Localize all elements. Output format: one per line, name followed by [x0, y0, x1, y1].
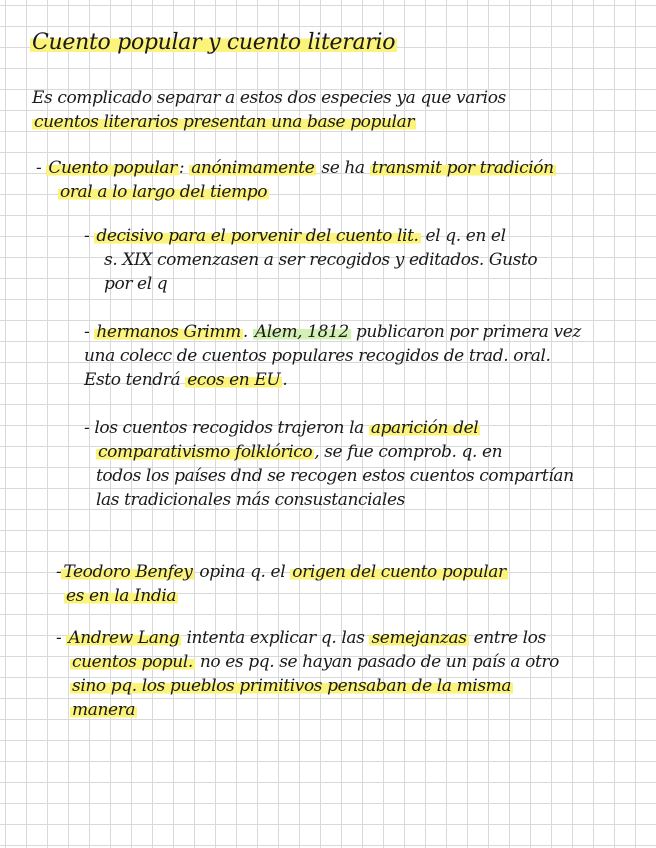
bullet3-line-4: manera — [72, 700, 136, 720]
sub-bullet-grimm — [84, 320, 581, 392]
bullet3-line-2: cuentos popul. no es pq. se hayan pasado de un país a otro — [72, 652, 559, 672]
title-text: Cuento popular y cuento literario — [32, 30, 396, 55]
bullet3-line-3: sino pq. los pueblos primitivos pensaban de la misma — [72, 676, 512, 696]
sub3-line-1: - los cuentos recogidos trajeron la aparición del — [84, 418, 479, 438]
sub1-line-3: por el q — [104, 274, 168, 294]
sub3-line-4: las tradicionales más consustanciales — [96, 490, 405, 510]
bullet1-line-1: - Cuento popular : anónimamente se ha transmit por tradición — [36, 158, 554, 178]
sub1-line-2: s. XIX comenzasen a ser recogidos y editados. Gusto — [104, 250, 538, 270]
bullet-cuento-popular — [36, 156, 556, 204]
sub2-line-3: Esto tendrá ecos en EU . — [84, 370, 288, 390]
bullet3-line-1: - Andrew Lang intenta explicar q. las semejanzas entre los — [56, 628, 546, 648]
page-title — [30, 30, 397, 55]
bullet2-line-2: es en la India — [66, 586, 177, 606]
sub1-line-1: - decisivo para el porvenir del cuento lit. el q. en el — [84, 226, 506, 246]
bullet-lang — [56, 626, 559, 722]
sub3-line-3: todos los países dnd se recogen estos cuentos compartían — [96, 466, 574, 486]
sub-bullet-comparativismo — [84, 416, 574, 512]
sub2-line-1: - hermanos Grimm . Alem, 1812 publicaron por primera vez — [84, 322, 581, 342]
bullet1-line-2: oral a lo largo del tiempo — [60, 182, 268, 202]
bullet-benfey — [56, 560, 508, 608]
sub3-line-2: comparativismo folklórico , se fue comprob. q. en — [98, 442, 503, 462]
intro-paragraph — [32, 86, 506, 134]
sub2-line-2: una colecc de cuentos populares recogidos de trad. oral. — [84, 346, 551, 366]
intro-line-1: Es complicado separar a estos dos especies ya que varios — [32, 88, 506, 108]
sub-bullet-decisivo — [84, 224, 537, 296]
bullet2-line-1: - Teodoro Benfey opina q. el origen del cuento popular — [56, 562, 506, 582]
intro-line-2: cuentos literarios presentan una base popular — [34, 112, 415, 132]
